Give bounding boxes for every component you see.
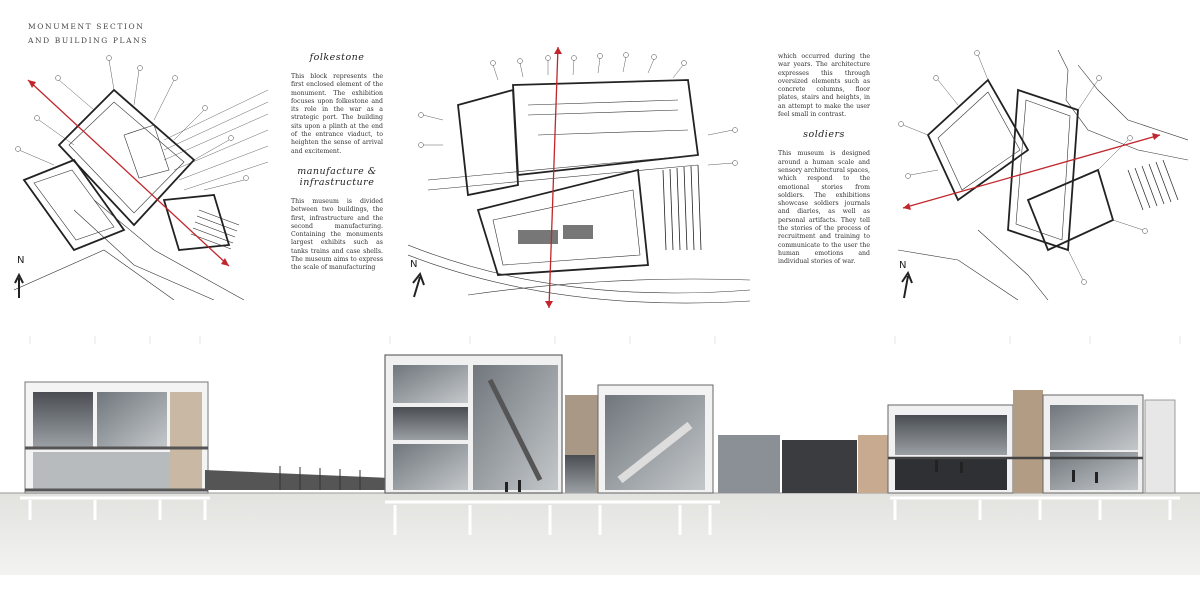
heading-manufacture-infrastructure: manufacture & infrastructure bbox=[297, 165, 377, 188]
folkestone-plan bbox=[14, 50, 268, 300]
soldiers-paragraph: This museum is designed around a human scale and sensory architectural spaces, which respond to the emotional stories from soldiers. The exhibitions showcase soldiers journals and diaries, as well as personal artifacts. They tell the stories of the process of recruitment and training to communicate to the user the human emotions and individual stories of war. bbox=[778, 150, 870, 266]
manufacture-paragraph: This museum is divided between two buildings, the first, infrastructure and the second manufacturing. Containing the monuments largest exhibits such as tanks trains and case shells. The museum aims to express the scale of manufacturing bbox=[291, 197, 383, 272]
heading-soldiers: soldiers bbox=[803, 129, 845, 141]
soldiers-plan bbox=[898, 50, 1188, 300]
folkestone-paragraph: This block represents the first enclosed element of the monument. The exhibition focuses upon folkestone and its role in the war as a strategic port. The building sits upon a plinth at the end of the entrance viaduct, to heighten the sense of arrival and excitement. bbox=[291, 73, 383, 155]
north-label-2: N bbox=[410, 259, 418, 270]
north-label: N bbox=[17, 255, 25, 266]
manufacture-plan bbox=[408, 45, 750, 310]
monument-long-section bbox=[0, 330, 1200, 580]
heading-folkestone: folkestone bbox=[309, 52, 365, 63]
title-line-2: AND BUILDING PLANS bbox=[28, 36, 149, 45]
text-column-1 bbox=[291, 52, 383, 300]
page-title bbox=[28, 20, 188, 48]
north-label-3: N bbox=[899, 260, 907, 271]
text-column-2 bbox=[778, 53, 870, 303]
title-line-1: MONUMENT SECTION bbox=[28, 22, 145, 31]
manufacture-paragraph-continued: which occurred during the war years. The architecture expresses this through oversized elements such as concrete columns, floor plates, stairs and heights, in an attempt to make the user feel small in contrast. bbox=[778, 53, 870, 119]
